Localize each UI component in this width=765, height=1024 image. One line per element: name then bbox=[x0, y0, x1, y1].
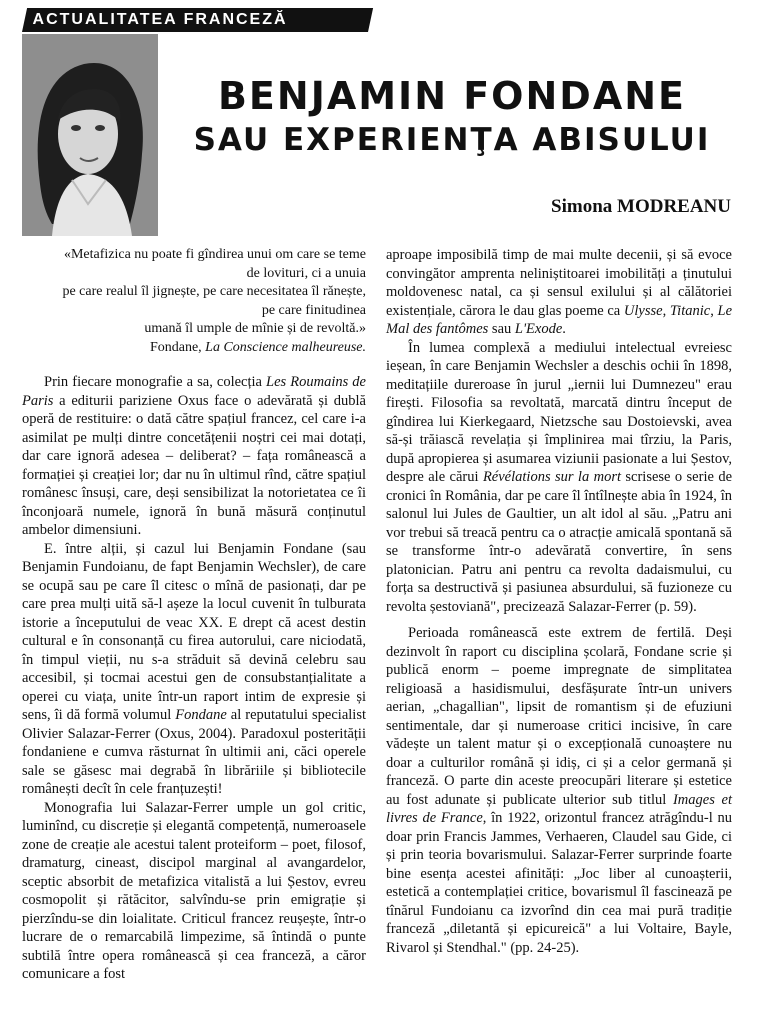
section-rubric-label: ACTUALITATEA FRANCEZĂ bbox=[32, 11, 288, 28]
author-photo bbox=[22, 34, 158, 236]
epigraph-line: pe care realul îl jignește, pe care necesitatea îl rănește, bbox=[62, 284, 366, 299]
epigraph-line: umană îl umple de mînie și de revoltă.» bbox=[144, 321, 366, 336]
author-byline: Simona MODREANU bbox=[551, 196, 731, 217]
epigraph-source: Fondane, La Conscience malheureuse. bbox=[149, 339, 366, 355]
paragraph: Perioada românească este extrem de fertilă. Deși dezinvolt în raport cu disciplina școlară, Fondane scrie și publică enorm – poeme impregnate de simplitatea religioasă a hasidismului, desfășurate într-un univers aerian, „chagallian", lipsit de romantism și de efuziuni sentimentale, dar și numeroase critici incisive, în care vădește un talent matur și o excepțională cunoaștere nu doar a culturilor română și idiș, ci și a celor germană și franceză. O parte din aceste preocupări literare și estetice au fost adunate și publicate ulterior sub titlul Images et livres de France, în 1922, orizontul francez atrăgîndu-l nu doar prin Francis Jammes, Verhaeren, Claudel sau Gide, ci și prin teoria bovarismului. Salazar-Ferrer surprinde foarte bine esența acestei afinități: „Joc liber al cunoașterii, estetică a contemplației critice, bovarismul îl fascinează pe tînărul Fundoianu ca izvorînd din cea mai pură tradiție franceză „diletantă și epicureică" a lui Voltaire, Bayle, Rivarol și Stendhal." (pp. 24-25). bbox=[386, 625, 732, 956]
epigraph-line: pe care finitudinea bbox=[261, 302, 366, 318]
paragraph: E. între alții, și cazul lui Benjamin Fondane (sau Benjamin Fundoianu, de fapt Benjamin Wechsler), de care se ocupă sau pe care îl citesc o mînă de pasionați, dar pe care prea mulți uită să-l așeze la locul cuvenit în tulburata istorie a începutului de veac XX. E drept că acest destin cultural e în consonanță cu firea autorului, care niciodată, în timpul vieții, nu s-a străduit să devină celebru sau accesibil, și tocmai acestui gen de consubstanțialitate a operei cu viața, unite într-un raport intim de expresie și sens, îi dă formă volumul Fondane al reputatului specialist Olivier Salazar-Ferrer (Oxus, 2004). Paradoxul posterității fondaniene e cumva răsturnat în ultimii ani, căci operele sale se găsesc mai degrabă în librăriile și bibliotecile românești decît în cele franțuzești! bbox=[22, 540, 366, 797]
paragraph: Prin fiecare monografie a sa, colecția Les Roumains de Paris a editurii pariziene Oxus face o adevărată și dublă operă de restituire: o dată către spațiul francez, cel care i-a asimilat pe mulți dintre concetățenii noștri cei mai dotați, dar care ignoră adesea – deliberat? – fața românească a formației și creației lor; dar nu în ultimul rînd, către spațiul românesc însuși, care, deși sensibilizat la notorietatea ce îi înconjoară numele, ignoră în bună măsură conținutul ambelor dimensiuni. bbox=[22, 374, 366, 538]
right-column bbox=[386, 246, 732, 957]
title-line-2: SAU EXPERIENŢA ABISULUI bbox=[193, 122, 711, 158]
epigraph bbox=[22, 246, 366, 357]
paragraph: aproape imposibilă timp de mai multe decenii, și să evoce convingător amprenta neliniștitoarei imobilități a ținutului moldovenesc natal, ca și sensul exilului și al călătoriei existențiale, cărora le dau glas poeme ca Ulysse, Titanic, Le Mal des fantômes sau L'Exode. bbox=[386, 247, 733, 337]
epigraph-line: «Metafizica nu poate fi gîndirea unui om care se teme bbox=[63, 247, 366, 262]
section-rubric bbox=[22, 8, 373, 32]
paragraph: Monografia lui Salazar-Ferrer umple un gol critic, luminînd, cu discreție și elegantă competență, numeroasele zone de creație ale acestui talent proteiform – poet, filosof, dramaturg, cineast, discipol marginal al avangardelor, sceptic absorbit de metafizica vitalistă a lui Șestov, evreu cosmopolit și rătăcitor, salvîndu-se prin emigrație și pierzîndu-se din loialitate. Criticul francez reușește, într-o lucrare de o remarcabilă limpezime, să întindă o punte subtilă între opera românească și cea franceză, a căror comunicare a fost bbox=[22, 799, 366, 982]
portrait-image bbox=[22, 34, 158, 236]
title-line-1: BENJAMIN FONDANE bbox=[217, 74, 687, 118]
paragraph: În lumea complexă a mediului intelectual evreiesc ieșean, în care Benjamin Wechsler a deschis ochii în 1898, meditațiile dureroase în jurul „iernii lui Dumnezeu" erau firești. Filosofia sa revoltată, marcată dintru început de gîndirea lui Kierkegaard, Nietzsche sau Dostoievski, avea să-și trăiască revelația și împlinirea mai tîrziu, la Paris, după apropierea și asumarea viziunii pasionate a lui Șestov, despre ale cărui Révélations sur la mort scrisese o serie de cronici în România, dar pe care îl întîlnește abia în 1924, în salonul lui Jules de Gaultier, un alt idol al său. „Patru ani vor trebui să treacă pentru ca o atracție amicală spontană să se transforme într-o adevărată convertire, în sens platonician. Patru ani pentru ca revolta dadaismului, cu forța sa destructivă și pasiunea absurdului, să fuzioneze cu revolta șestoviană", precizează Salazar-Ferrer (p. 59). bbox=[386, 339, 733, 615]
left-column bbox=[22, 246, 366, 984]
epigraph-line: de lovituri, ci a unuia bbox=[246, 265, 366, 281]
article-title bbox=[172, 74, 732, 160]
